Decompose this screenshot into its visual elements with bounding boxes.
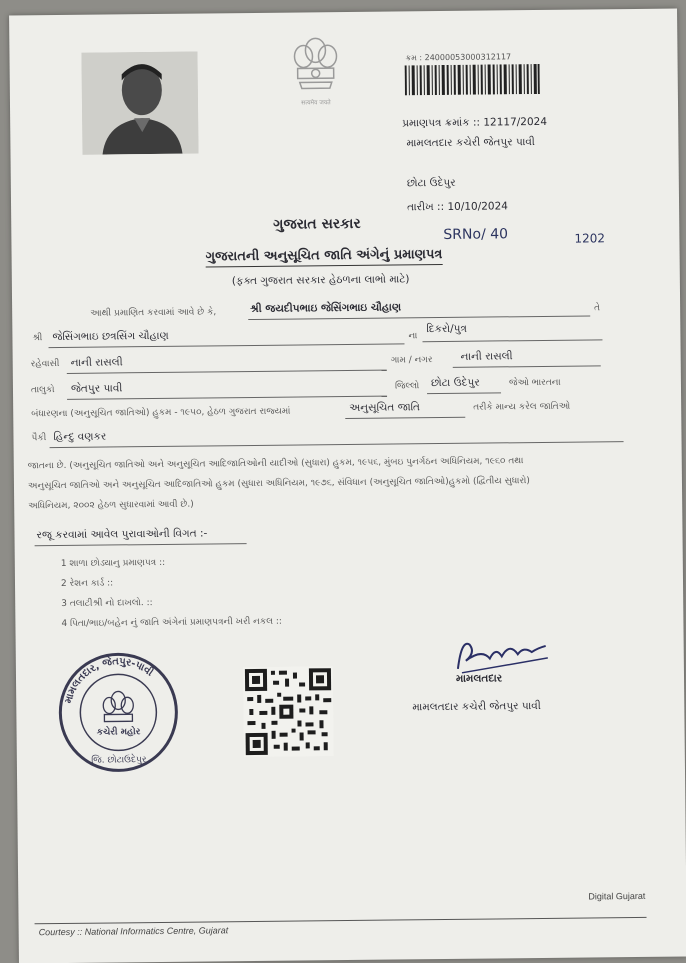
caste-prefix: પૈકી <box>31 433 47 444</box>
resident-label: રહેવાસી <box>30 359 60 370</box>
na-label: ના <box>408 331 418 342</box>
footer-brand: Digital Gujarat <box>588 890 646 902</box>
handwritten-number: 1202 <box>574 231 606 246</box>
recognized-text: તરીકે માન્ય કરેલ જાતિઓ <box>473 401 571 413</box>
office-seal-stamp <box>56 650 181 775</box>
intro-label: આથી પ્રમાણિત કરવામાં આવે છે કે, <box>90 307 217 319</box>
district-value: છોટા ઉદેપુર <box>430 376 480 390</box>
footer-courtesy: Courtesy :: National Informatics Centre, Gujarat <box>38 925 229 938</box>
footer-divider <box>35 917 647 924</box>
legal-para-line-3: અધિનિયમ, ૨૦૦૨ હેઠળ સુધારવામાં આવી છે.) <box>28 499 194 512</box>
issue-date: તારીખ :: 10/10/2024 <box>407 200 509 214</box>
district-label: જિલ્લો <box>394 381 420 392</box>
taluka-value: જેતપુર પાવી <box>70 382 123 395</box>
village-value: નાની રાસલી <box>460 350 513 363</box>
caste-value: હિન્દુ વણકર <box>53 430 107 444</box>
document-item: 1 શાળા છોડ્યાનુ પ્રમાણપત્ર :: <box>60 557 166 570</box>
seal-mid-text: કચેરી મહોર <box>96 727 141 738</box>
document-item: 3 તલાટીશ્રી નો દાખલો. :: <box>61 598 153 610</box>
seal-top-text: મામલતદાર, જેતપુર-પાવી <box>63 656 155 705</box>
handwritten-sr-no: SRNo/ 40 <box>443 226 509 243</box>
officer-signature <box>452 628 553 679</box>
certificate-subtitle: (ફક્ત ગુજરાત સરકાર હેઠળના લાભો માટે) <box>231 273 410 288</box>
certificate-title: ગુજરાતની અનુસૂચિત જાતિ અંગેનું પ્રમાણપત્ર <box>206 247 443 267</box>
resident-value: નાની રાસલી <box>70 356 123 369</box>
suffix-te: તે <box>594 303 601 314</box>
village-label: ગામ / નગર <box>390 355 433 366</box>
barcode <box>405 64 540 95</box>
constitution-text: બંધારણના (અનુસૂચિત જાતિઓ) હુકમ - ૧૯૫૦, હેઠળ ગુજરાત રાજ્યમાં <box>31 406 291 420</box>
qr-code <box>243 666 334 757</box>
legal-para-line-1: જાતના છે. (અનુસૂચિત જાતિઓ અને અનુસૂચિત આદિજાતિઓની યાદીઓ (સુધારા) હુકમ, ૧૯૫૬, મુંબઇ પુનર્ગઠન અધિનિયમ, ૧૯૬૦ તથા <box>27 456 524 472</box>
office-name: મામલતદાર કચેરી જેતપુર પાવી <box>406 136 535 150</box>
prefix-shri: શ્રી <box>32 333 43 344</box>
legal-para-line-2: અનુસૂચિત જાતિઓ અને અનુસૂચિત આદિજાતિઓ હુકમ (સુધારા અધિનિયમ, ૧૯૭૬, સંવિધાન (અનુસૂચિત જાતિઓ)હુકમો (દ્વિતીય સુધારો) <box>27 476 530 492</box>
barcode-text: ક્રમ : 24000053000312117 <box>405 52 512 63</box>
applicant-photo <box>81 52 198 155</box>
document-item: 2 રેશન કાર્ડ :: <box>60 578 114 590</box>
taluka-label: તાલુકો <box>30 385 55 396</box>
caste-category: અનુસૂચિત જાતિ <box>349 401 421 414</box>
person-name: શ્રી જયદીપભાઇ જેસિંગભાઇ ચૌહાણ <box>250 301 402 316</box>
heading-govt: ગુજરાત સરકાર <box>273 215 361 233</box>
signer-title: મામલતદાર <box>455 672 503 685</box>
office-district: છોટા ઉદેપુર <box>406 176 456 190</box>
certificate-number: પ્રમાણપત્ર ક્રમાંક :: 12117/2024 <box>402 115 548 130</box>
father-name: જેસિંગભાઇ છત્રસિંગ ચૌહાણ <box>52 329 169 344</box>
document-item: 4 પિતા/ભાઇ/બહેન નું જાતિ અંગેનાં પ્રમાણપત્રની ખરી નકલ :: <box>61 616 282 630</box>
seal-bottom-text: જિ. છોટાઉદેપુર <box>91 755 147 766</box>
relation-value: દિકરો/પુત્ર <box>426 322 467 336</box>
certificate-page <box>9 9 686 963</box>
documents-heading: રજૂ કરવામાં આવેલ પુરાવાઓની વિગત :- <box>36 527 208 542</box>
svg-text:सत्यमेव जयते: सत्यमेव जयते <box>301 99 331 107</box>
signer-office: મામલતદાર કચેરી જેતપુર પાવી <box>412 699 541 714</box>
bharat-label: જેઓ ભારતના <box>508 377 561 389</box>
national-emblem-icon <box>285 32 346 117</box>
